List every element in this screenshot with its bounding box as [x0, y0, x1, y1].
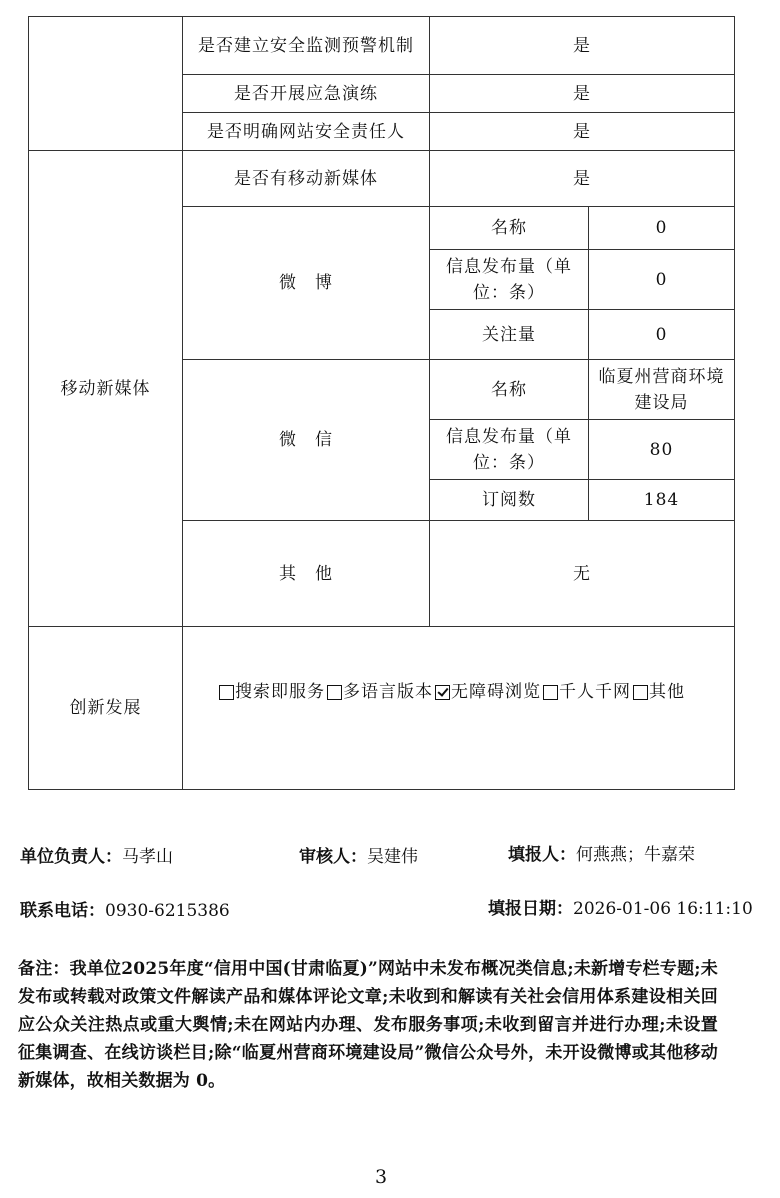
reviewer-value: 吴建伟: [367, 847, 418, 867]
has-media-label: 是否有移动新媒体: [183, 151, 430, 207]
weibo-posts-label: 信息发布量（单位：条）: [430, 250, 589, 310]
innovation-options-cell: [183, 627, 735, 790]
checkbox-personalized[interactable]: [543, 685, 558, 700]
report-table: [28, 16, 735, 790]
checkbox-multilingual[interactable]: [327, 685, 342, 700]
drill-label: 是否开展应急演练: [183, 75, 430, 113]
reviewer: [299, 842, 418, 867]
option-personalized: 千人千网: [559, 682, 631, 702]
option-multilingual: 多语言版本: [343, 682, 433, 702]
wechat-label: 微 信: [183, 360, 430, 521]
checkbox-search-service[interactable]: [219, 685, 234, 700]
has-media-value: 是: [430, 151, 735, 207]
responsible-label: 是否明确网站安全责任人: [183, 113, 430, 151]
checkbox-other[interactable]: [633, 685, 648, 700]
unit-head: [20, 842, 173, 867]
monitor-label: 是否建立安全监测预警机制: [183, 17, 430, 75]
wechat-name-label: 名称: [430, 360, 589, 420]
media-section-label: 移动新媒体: [29, 151, 183, 627]
wechat-name-value: 临夏州营商环境建设局: [589, 360, 735, 420]
weibo-name-label: 名称: [430, 207, 589, 250]
weibo-posts-value: 0: [589, 250, 735, 310]
reviewer-label: 审核人：: [299, 847, 367, 867]
option-other: 其他: [649, 682, 685, 702]
remarks-note: 备注：我单位2025年度“信用中国(甘肃临夏)”网站中未发布概况类信息;未新增专栏专题;未发布或转载对政策文件解读产品和媒体评论文章;未收到和解读有关社会信用体系建设相关回应公众关注热点或重大舆情;未在网站内办理、发布服务事项;未收到留言并进行办理;未设置征集调查、在线访谈栏目;除“临夏州营商环境建设局”微信公众号外，未开设微博或其他移动新媒体，故相关数据为 0。: [18, 959, 718, 1091]
unit-head-label: 单位负责人：: [20, 847, 122, 867]
filler-label: 填报人：: [508, 845, 576, 865]
responsible-value: 是: [430, 113, 735, 151]
other-media-value: 无: [430, 521, 735, 627]
weibo-name-value: 0: [589, 207, 735, 250]
innovation-options: [217, 679, 685, 705]
unit-head-value: 马孝山: [122, 847, 173, 867]
filler-value: 何燕燕；牛嘉荣: [576, 845, 695, 865]
wechat-posts-label: 信息发布量（单位：条）: [430, 420, 589, 480]
option-search-service: 搜索即服务: [235, 682, 325, 702]
checkbox-accessibility[interactable]: [435, 685, 450, 700]
option-accessibility: 无障碍浏览: [451, 682, 541, 702]
innovation-section-label: 创新发展: [29, 627, 183, 790]
wechat-subs-value: 184: [589, 480, 735, 521]
wechat-subs-label: 订阅数: [430, 480, 589, 521]
phone-value: 0930-6215386: [105, 901, 230, 921]
fill-date-label: 填报日期：: [488, 899, 573, 919]
weibo-label: 微 博: [183, 207, 430, 360]
monitor-value: 是: [430, 17, 735, 75]
weibo-followers-value: 0: [589, 310, 735, 360]
page-number: 3: [374, 1166, 388, 1188]
safety-section-cell: [29, 17, 183, 151]
fill-date-value: 2026-01-06 16:11:10: [573, 899, 753, 919]
weibo-followers-label: 关注量: [430, 310, 589, 360]
phone-label: 联系电话：: [20, 901, 105, 921]
drill-value: 是: [430, 75, 735, 113]
other-media-label: 其 他: [183, 521, 430, 627]
fill-date: [488, 894, 753, 919]
filler: [508, 840, 695, 865]
phone: [20, 896, 230, 921]
wechat-posts-value: 80: [589, 420, 735, 480]
